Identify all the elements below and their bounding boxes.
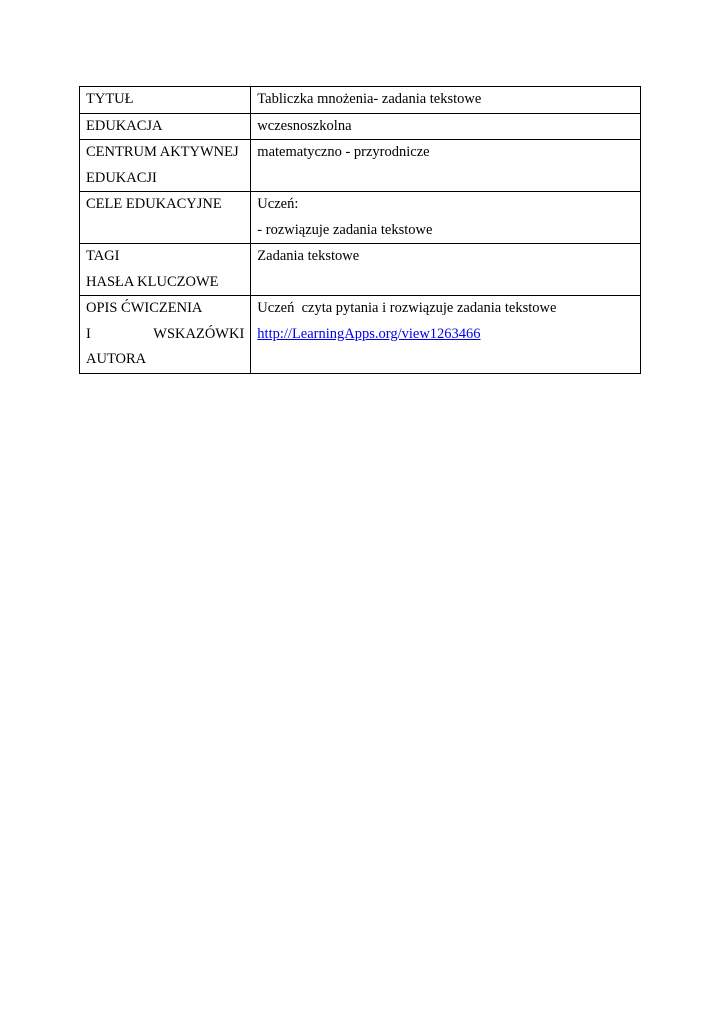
- education-value-cell: [251, 113, 641, 140]
- center-value: matematyczno - przyrodnicze: [257, 144, 430, 160]
- title-label-cell: [80, 87, 251, 114]
- learningapps-link[interactable]: http://LearningApps.org/view1263466: [257, 325, 481, 342]
- description-link-line: [257, 322, 634, 348]
- goals-value-line-1: Uczeń:: [257, 196, 299, 212]
- description-label-line-2: [86, 322, 244, 348]
- title-label: TYTUŁ: [86, 91, 134, 107]
- center-value-cell: [251, 140, 641, 192]
- title-value-cell: [251, 87, 641, 114]
- table-row-education: [80, 113, 641, 140]
- center-label-line-1: CENTRUM AKTYWNEJ: [86, 144, 239, 160]
- title-value: Tabliczka mnożenia- zadania tekstowe: [257, 91, 482, 107]
- education-value: wczesnoszkolna: [257, 117, 352, 134]
- description-label-line-1: OPIS ĆWICZENIA: [86, 300, 203, 316]
- table-row-tags: [80, 244, 641, 296]
- tags-value-cell: [251, 244, 641, 296]
- description-label-cell: [80, 296, 251, 374]
- education-label: EDUKACJA: [86, 117, 163, 134]
- description-label-word-wskazowki: WSKAZÓWKI: [153, 325, 245, 342]
- tags-value: Zadania tekstowe: [257, 248, 360, 264]
- table-row-title: [80, 87, 641, 114]
- center-label-cell: [80, 140, 251, 192]
- lesson-metadata-table: [79, 86, 641, 374]
- education-label-cell: [80, 113, 251, 140]
- goals-value-line-2: - rozwiązuje zadania tekstowe: [257, 221, 433, 238]
- description-value-cell: [251, 296, 641, 374]
- center-label-line-2: EDUKACJI: [86, 169, 157, 186]
- goals-label: CELE EDUKACYJNE: [86, 196, 222, 212]
- description-label-word-i: I: [86, 325, 91, 342]
- table-row-center: [80, 140, 641, 192]
- table-row-goals: [80, 192, 641, 244]
- description-value: Uczeń czyta pytania i rozwiązuje zadania tekstowe: [257, 300, 557, 316]
- tags-label-line-2: HASŁA KLUCZOWE: [86, 273, 219, 290]
- goals-label-cell: [80, 192, 251, 244]
- tags-label-cell: [80, 244, 251, 296]
- tags-label-line-1: TAGI: [86, 248, 120, 264]
- description-label-line-3: AUTORA: [86, 351, 147, 367]
- table-row-description: [80, 296, 641, 374]
- goals-value-cell: [251, 192, 641, 244]
- description-blank-line: [257, 347, 634, 373]
